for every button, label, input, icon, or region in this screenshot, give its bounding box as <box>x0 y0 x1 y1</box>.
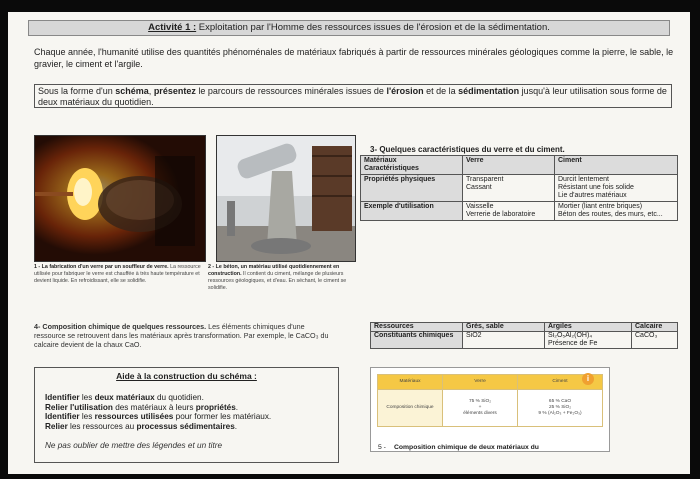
help-line: Relier l'utilisation des matériaux à leurs propriétés. <box>45 402 239 412</box>
material-composition-table <box>377 374 603 427</box>
photo1-caption: 1 - La fabrication d'un verre par un souffleur de verre. La ressource utilisée pour fabriquer le verre est chauffée à très haute température et devient liquide. En refroidissant, elle se solidifie. <box>34 264 201 284</box>
table-row: Constituants chimiques SiO2 Si₂O₅Al₂(OH)₄ Présence de Fe CaCO₃ <box>371 332 678 349</box>
activity-title: Activité 1 : Exploitation par l'Homme des ressources issues de l'érosion et de la sédimentation. <box>28 20 670 36</box>
table-row: Composition chimique 75 % SiO₂ + éléments divers 65 % CaO 25 % SiO₂ 9 % (Al₂O₃ + Fe₂O₃) <box>378 390 603 427</box>
photo2-caption: 2 - Le béton, un matériau utilisé quotidiennement en construction. Il contient du ciment, mélange de plusieurs ressources géologiques, et d'eau. En séchant, le ciment se solidifie. <box>208 264 347 291</box>
section3-title: 3- Quelques caractéristiques du verre et du ciment. <box>370 145 565 154</box>
table-row: Exemple d'utilisation Vaisselle Verrerie de laboratoire Mortier (liant entre briques) Béton des routes, des murs, etc... <box>361 202 678 221</box>
help-line: Identifier les ressources utilisées pour former les matériaux. <box>45 412 272 421</box>
table-header-row: Matériaux Verre Ciment <box>378 375 603 390</box>
worksheet-page <box>8 12 690 474</box>
section5-caption: 5 - Composition chimique de deux matériaux du <box>378 444 539 451</box>
help-line: Identifier les deux matériaux du quotidien. <box>45 393 204 402</box>
table-header-row: Matériaux Caractéristiques Verre Ciment <box>361 156 678 175</box>
glassblowing-photo <box>34 135 206 262</box>
section4-text: 4- Composition chimique de quelques ressources. Les éléments chimiques d'une ressource se retrouvent dans les matériaux après transformation. Par exemple, le CaCO₃ du calcaire devient de la chaux CaO. <box>34 322 329 349</box>
composition-table <box>370 322 678 349</box>
table-row: Propriétés physiques Transparent Cassant Durcit lentement Résistant une fois solide Lie d'autres matériaux <box>361 175 678 202</box>
help-note: Ne pas oublier de mettre des légendes et un titre <box>45 441 223 450</box>
composition-figure <box>370 367 610 452</box>
intro-paragraph: Chaque année, l'humanité utilise des quantités phénoménales de matériaux fabriqués à partir de ressources minérales géologiques comme la pierre, le sable, le gravier, le ciment et l'argile. <box>34 47 674 69</box>
help-heading: Aide à la construction du schéma : <box>116 371 257 381</box>
table-header-row: Ressources Grès, sable Argiles Calcaire <box>371 323 678 332</box>
schema-help-box <box>34 367 339 463</box>
help-line: Relier les ressources au processus sédimentaires. <box>45 421 238 431</box>
task-instruction: Sous la forme d'un schéma, présentez le parcours de ressources minérales issues de l'érosion et de la sédimentation jusqu'à leur utilisation sous forme de deux matériaux du quotidien. <box>34 84 672 108</box>
info-icon[interactable]: i <box>582 373 594 385</box>
characteristics-table <box>360 155 678 221</box>
concrete-photo <box>216 135 356 262</box>
